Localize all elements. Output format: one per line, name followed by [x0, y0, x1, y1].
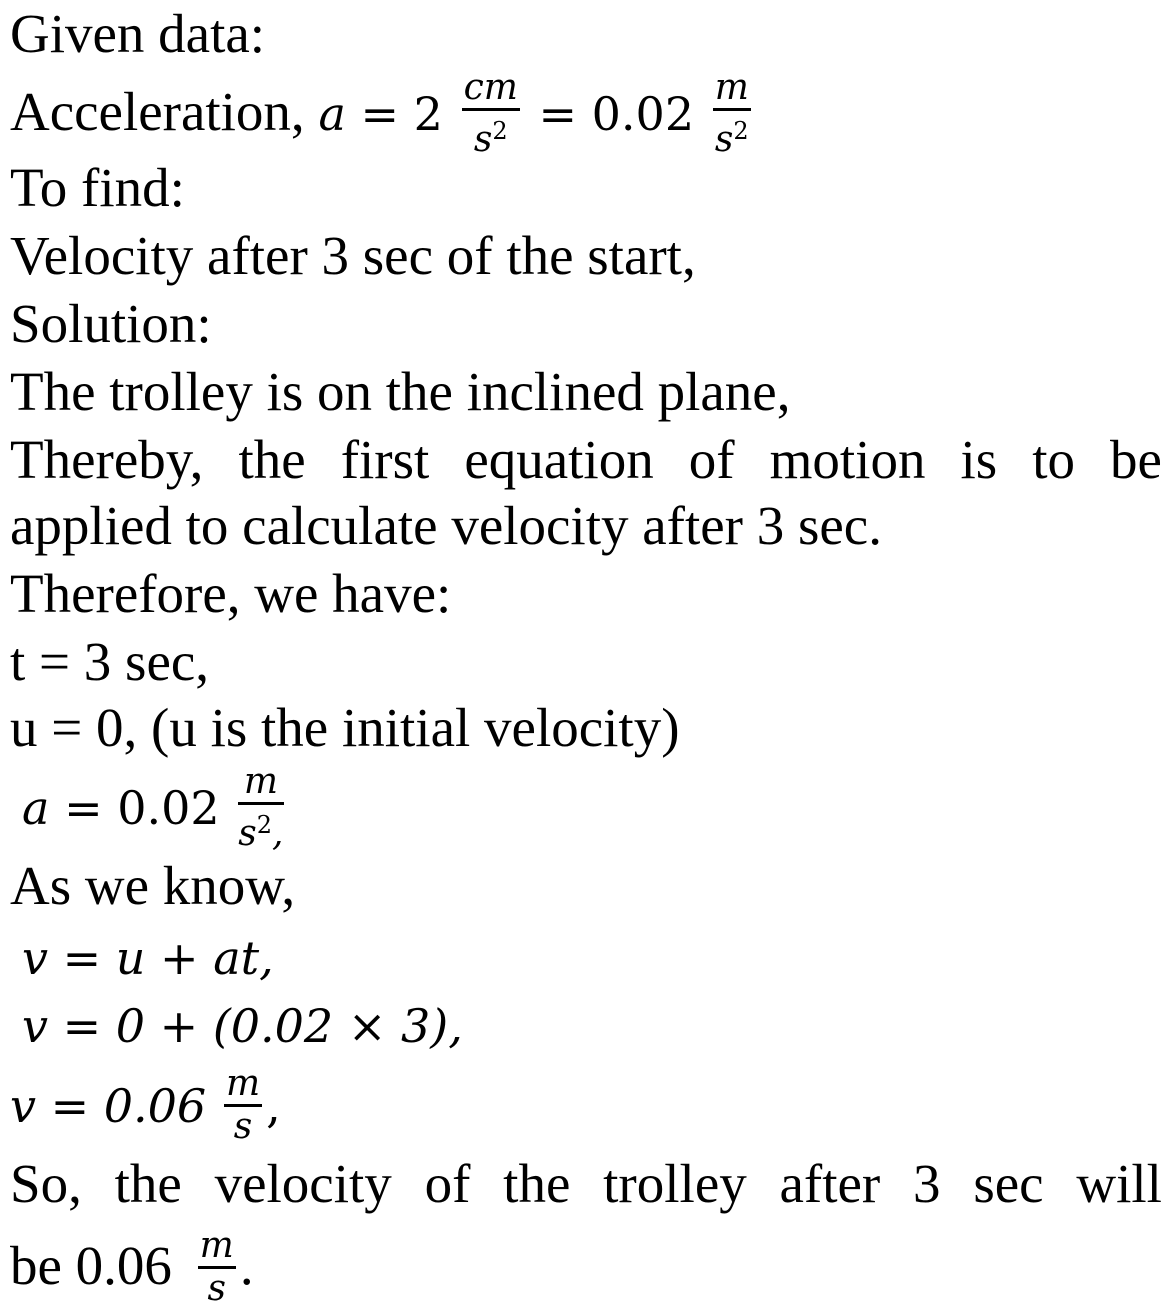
fraction-denominator: s [207, 1268, 226, 1309]
acceleration-value-cm: = 2 [360, 87, 443, 141]
acceleration-value-expression [22, 761, 288, 854]
applied-line: applied to calculate velocity after 3 sec. [10, 495, 882, 556]
fraction-numerator: m [224, 1064, 262, 1107]
initial-velocity-line: u = 0, (u is the initial velocity) [10, 697, 680, 758]
thereby-line [10, 428, 1162, 492]
as-we-know-line: As we know, [10, 855, 296, 916]
word: velocity [214, 1153, 392, 1214]
fraction-numerator: m [238, 762, 283, 805]
word: So, [10, 1153, 82, 1214]
fraction-denominator: s [233, 1106, 253, 1147]
acceleration-variable: a [318, 87, 346, 141]
comma: , [266, 1079, 281, 1134]
fraction-m-per-s2 [238, 762, 283, 854]
word: is [960, 429, 998, 490]
acceleration-expression [318, 67, 754, 160]
fraction-m-per-s [198, 1226, 236, 1309]
solution-heading: Solution: [10, 293, 212, 354]
fraction-numerator: m [713, 68, 751, 111]
equation-3 [10, 1063, 1162, 1151]
final-line-2 [10, 1225, 1162, 1313]
word: 3 [913, 1153, 941, 1214]
fraction-cm-per-s2 [462, 68, 520, 160]
fraction-denominator: $s^2$, [238, 811, 284, 854]
word: the [114, 1153, 182, 1214]
word: to [1032, 429, 1075, 490]
equation-3-lhs: v = 0.06 [10, 1079, 207, 1134]
fraction-denominator: $s^2$ [473, 117, 508, 160]
word: of [424, 1153, 471, 1214]
word: of [688, 429, 735, 490]
word: equation [464, 429, 654, 490]
trolley-line: The trolley is on the inclined plane, [10, 361, 791, 422]
acceleration-value-line [22, 761, 1162, 858]
fraction-m-per-s [224, 1064, 262, 1147]
word: will [1076, 1153, 1162, 1214]
time-line: t = 3 sec, [10, 631, 210, 692]
therefore-line: Therefore, we have: [10, 563, 452, 624]
fraction-m-per-s2 [713, 68, 751, 160]
fraction-numerator: cm [462, 68, 520, 111]
word: be [1110, 429, 1162, 490]
word: first [340, 429, 430, 490]
word: sec [973, 1153, 1044, 1214]
value: = 0.02 [64, 781, 220, 835]
word: trolley [603, 1153, 747, 1214]
acceleration-label: Acceleration, [10, 81, 305, 142]
final-line-1 [10, 1152, 1162, 1216]
acceleration-value-m: = 0.02 [538, 87, 695, 141]
word: after [779, 1153, 881, 1214]
given-heading: Given data: [10, 3, 266, 64]
fraction-denominator: $s^2$ [714, 117, 749, 160]
final-value: be 0.06 [10, 1235, 172, 1297]
fraction-numerator: m [198, 1226, 236, 1269]
word: Thereby, [10, 429, 204, 490]
equation-1: v = u + at, [22, 931, 274, 985]
to-find-text: Velocity after 3 sec of the start, [10, 225, 696, 286]
variable-a: a [22, 781, 50, 835]
word: motion [769, 429, 926, 490]
word: the [238, 429, 306, 490]
equation-2: v = 0 + (0.02 × 3), [22, 999, 463, 1053]
period: . [239, 1235, 254, 1297]
word: the [503, 1153, 571, 1214]
to-find-heading: To find: [10, 157, 185, 218]
acceleration-line [10, 67, 1162, 164]
